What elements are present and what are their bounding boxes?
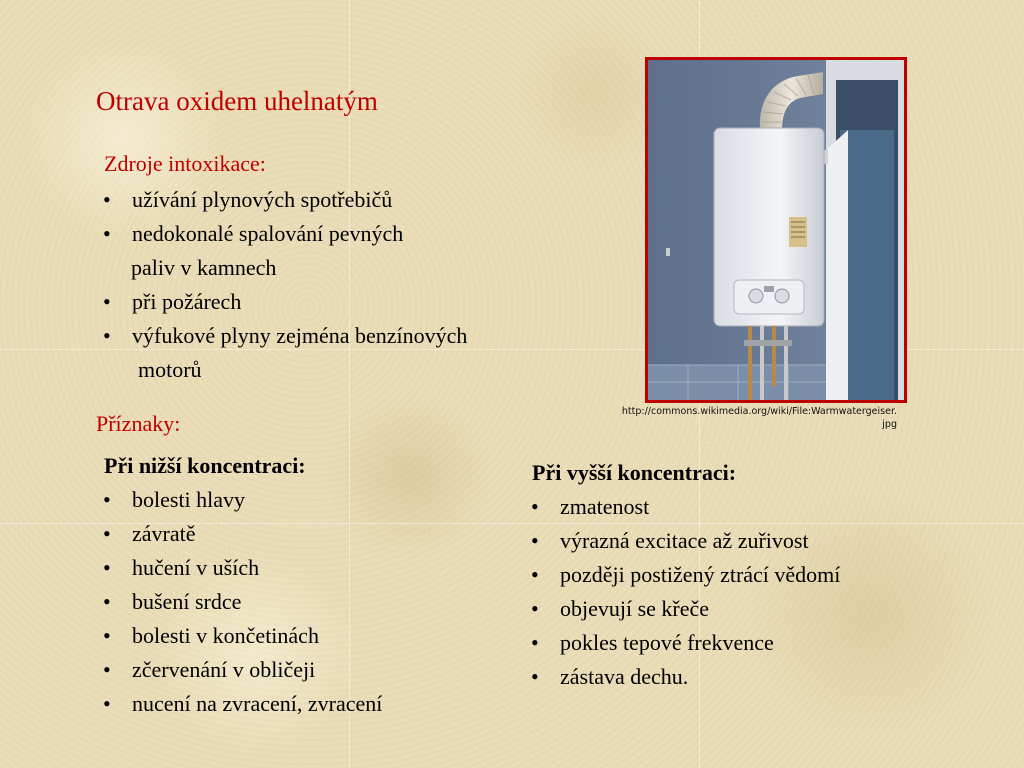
list-item (529, 660, 840, 694)
list-item-text: hučení v uších (132, 555, 260, 580)
list-item-text: zástava dechu. (560, 664, 689, 689)
list-item-text: zmatenost (560, 494, 650, 519)
water-heater-image (648, 60, 904, 400)
list-item-continuation: motorů (138, 357, 202, 382)
list-item-text: bolesti v končetinách (132, 623, 319, 648)
sources-heading: Zdroje intoxikace: (104, 151, 266, 176)
list-item-text: později postižený ztrácí vědomí (560, 562, 841, 587)
bullet-icon: • (103, 187, 111, 212)
water-heater-photo (645, 57, 907, 403)
bullet-icon: • (531, 494, 539, 519)
list-item (101, 551, 382, 585)
list-item-text: zčervenání v obličeji (132, 657, 316, 682)
list-item (101, 319, 467, 387)
bullet-icon: • (103, 289, 111, 314)
high-concentration-block (532, 456, 736, 490)
list-item-text: objevují se křeče (560, 596, 710, 621)
bullet-icon: • (103, 589, 111, 614)
photo-caption: http://commons.wikimedia.org/wiki/File:Warmwatergeiser.jpg (621, 406, 897, 430)
low-concentration-list (101, 483, 382, 721)
list-item (101, 585, 382, 619)
bullet-icon: • (103, 221, 111, 246)
list-item (101, 183, 467, 217)
sources-list (101, 183, 467, 387)
list-item (101, 653, 382, 687)
list-item (529, 490, 840, 524)
high-concentration-heading: Při vyšší koncentraci: (532, 460, 737, 485)
list-item (529, 524, 840, 558)
low-concentration-block (104, 449, 306, 483)
list-item-text: bolesti hlavy (132, 487, 246, 512)
list-item (101, 517, 382, 551)
bullet-icon: • (531, 664, 539, 689)
slide-title: Otrava oxidem uhelnatým (96, 86, 378, 116)
list-item (101, 483, 382, 517)
list-item (101, 619, 382, 653)
list-item (529, 558, 840, 592)
list-item-text: při požárech (132, 289, 242, 314)
bullet-icon: • (531, 596, 539, 621)
bullet-icon: • (531, 528, 539, 553)
bullet-icon: • (531, 562, 539, 587)
list-item (529, 592, 840, 626)
list-item-text: pokles tepové frekvence (560, 630, 774, 655)
list-item-text: užívání plynových spotřebičů (132, 187, 393, 212)
bullet-icon: • (103, 691, 111, 716)
list-item-text: nedokonalé spalování pevných (132, 221, 404, 246)
list-item-text: výfukové plyny zejména benzínových (132, 323, 468, 348)
list-item (101, 687, 382, 721)
list-item-text: bušení srdce (132, 589, 242, 614)
bullet-icon: • (531, 630, 539, 655)
list-item-text: výrazná excitace až zuřivost (560, 528, 809, 553)
high-concentration-list (529, 490, 840, 694)
bullet-icon: • (103, 657, 111, 682)
bullet-icon: • (103, 521, 111, 546)
list-item-text: nucení na zvracení, zvracení (132, 691, 383, 716)
list-item (529, 626, 840, 660)
bullet-icon: • (103, 623, 111, 648)
symptoms-heading: Příznaky: (96, 411, 181, 436)
low-concentration-heading: Při nižší koncentraci: (104, 453, 306, 478)
list-item-continuation: paliv v kamnech (131, 255, 277, 280)
list-item-text: závratě (132, 521, 196, 546)
bullet-icon: • (103, 487, 111, 512)
bullet-icon: • (103, 555, 111, 580)
list-item (101, 217, 467, 285)
bullet-icon: • (103, 323, 111, 348)
list-item (101, 285, 467, 319)
